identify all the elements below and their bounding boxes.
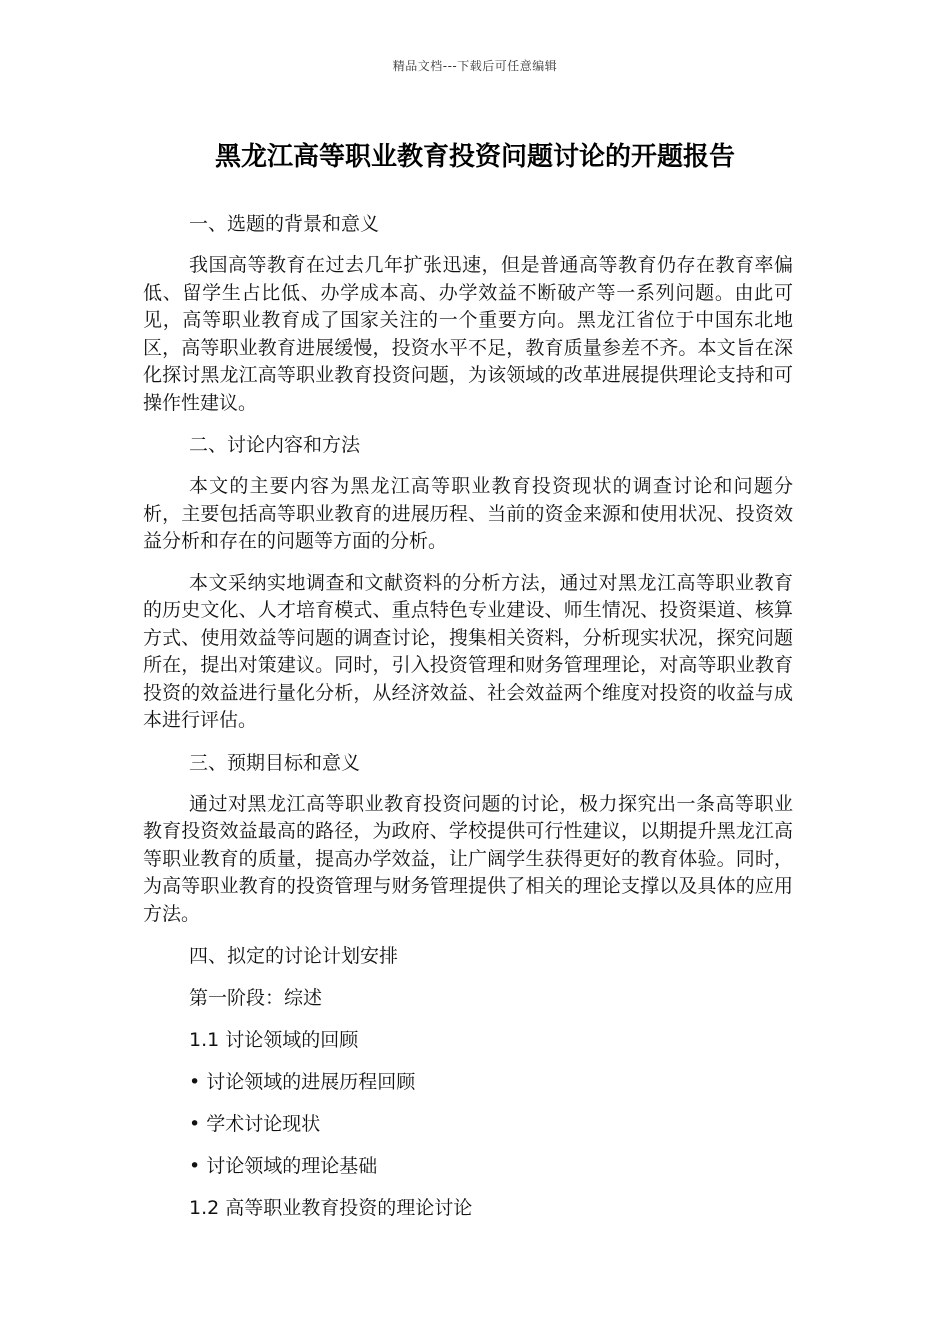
section-heading-goals: 三、预期目标和意义 bbox=[189, 751, 361, 774]
section-heading-plan: 四、拟定的讨论计划安排 bbox=[189, 945, 399, 967]
document-title: 黑龙江高等职业教育投资问题讨论的开题报告 bbox=[214, 142, 735, 172]
paragraph-goals: 通过对黑龙江高等职业教育投资问题的讨论，极力探究出一条高等职业教育投资效益最高的路径，为政府、学校提供可行性建议，以期提升黑龙江高等职业教育的质量，提高办学效益，让广阔学生获得更好的教育体验。同时，为高等职业教育的投资管理与财务管理提供了相关的理论支撑以及具体的应用方法。 bbox=[143, 792, 793, 925]
paragraph-content: 本文的主要内容为黑龙江高等职业教育投资现状的调查讨论和问题分析，主要包括高等职业教育的进展历程、当前的资金来源和使用状况、投资效益分析和存在的问题等方面的分析。 bbox=[143, 475, 793, 552]
header-note: 精品文档---下载后可任意编辑 bbox=[392, 59, 558, 73]
paragraph-background: 我国高等教育在过去几年扩张迅速，但是普通高等教育仍存在教育率偏低、留学生占比低、办学成本高、办学效益不断破产等一系列问题。由此可见，高等职业教育成了国家关注的一个重要方向。黑龙江省位于中国东北地区，高等职业教育进展缓慢，投资水平不足，教育质量参差不齐。本文旨在深化探讨黑龙江高等职业教育投资问题，为该领域的改革进展提供理论支持和可操作性建议。 bbox=[143, 254, 793, 414]
subsection-1-1: 1.1 讨论领域的回顾 bbox=[189, 1029, 359, 1051]
bullet-item: • 讨论领域的理论基础 bbox=[189, 1155, 378, 1177]
document-body bbox=[143, 210, 793, 1236]
subsection-1-2: 1.2 高等职业教育投资的理论讨论 bbox=[189, 1197, 473, 1219]
section-heading-content-method: 二、讨论内容和方法 bbox=[189, 434, 361, 456]
paragraph-method: 本文采纳实地调查和文献资料的分析方法，通过对黑龙江高等职业教育的历史文化、人才培育模式、重点特色专业建设、师生情况、投资渠道、核算方式、使用效益等问题的调查讨论，搜集相关资料，分析现实状况，探究问题所在，提出对策建议。同时，引入投资管理和财务管理理论，对高等职业教育投资的效益进行量化分析，从经济效益、社会效益两个维度对投资的收益与成本进行评估。 bbox=[143, 571, 793, 731]
bullet-item: • 讨论领域的进展历程回顾 bbox=[189, 1071, 416, 1093]
section-heading-background: 一、选题的背景和意义 bbox=[189, 213, 380, 235]
bullet-item: • 学术讨论现状 bbox=[189, 1113, 321, 1135]
stage-one-label: 第一阶段：综述 bbox=[189, 987, 323, 1009]
